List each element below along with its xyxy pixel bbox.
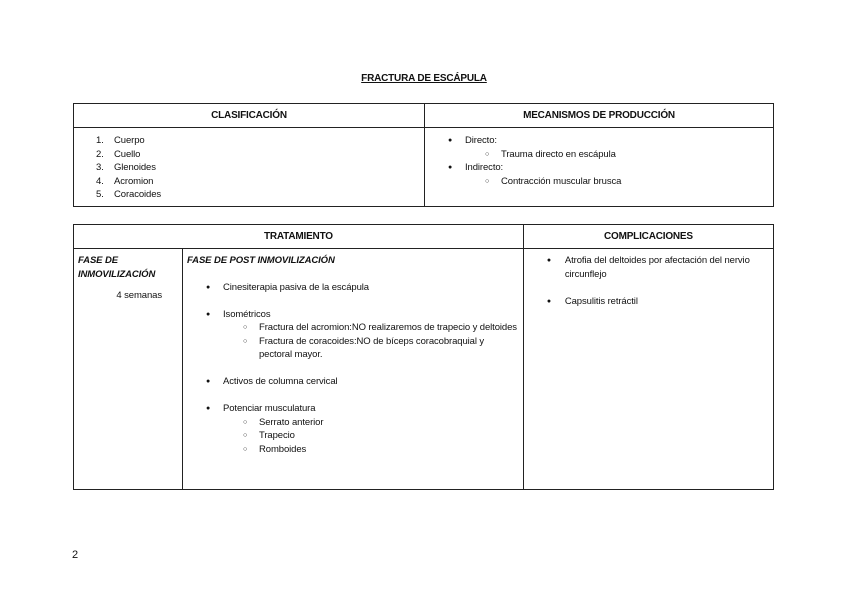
- fase2-title: FASE DE POST INMOVILIZACIÓN: [187, 255, 335, 266]
- list-item: ● Potenciar musculatura: [183, 402, 523, 416]
- list-item: ● Capsulitis retráctil: [524, 295, 767, 309]
- clasificacion-cell: [74, 128, 425, 207]
- treatment-table: [73, 224, 774, 490]
- list-item: ● Indirecto:: [425, 161, 773, 175]
- header-mecanismos: MECANISMOS DE PRODUCCIÓN: [425, 104, 774, 128]
- fase2-list: [183, 281, 523, 457]
- mecanismos-cell: [425, 128, 774, 207]
- list-item: ○ Fractura de coracoides:NO de bíceps coracobraquial y pectoral mayor.: [183, 335, 523, 362]
- header-tratamiento: TRATAMIENTO: [74, 225, 524, 249]
- list-item: 4. Acromion: [96, 175, 154, 187]
- complicaciones-cell: [523, 249, 773, 490]
- list-item: ○ Trauma directo en escápula: [425, 148, 773, 162]
- header-complicaciones: COMPLICACIONES: [523, 225, 773, 249]
- list-item: 5. Coracoides: [96, 189, 162, 200]
- clasificacion-list: [74, 134, 424, 202]
- classification-table: [73, 103, 774, 207]
- list-item: ● Activos de columna cervical: [183, 375, 523, 389]
- list-item: ○ Trapecio: [183, 429, 523, 443]
- fase2-cell: [183, 249, 524, 490]
- header-clasificacion: CLASIFICACIÓN: [74, 104, 425, 128]
- fase1-duration: 4 semanas: [116, 290, 162, 301]
- list-item: ● Cinesiterapia pasiva de la escápula: [183, 281, 523, 295]
- list-item: ○ Romboides: [183, 443, 523, 457]
- list-item: ● Isométricos: [183, 308, 523, 322]
- document-title: FRACTURA DE ESCÁPULA: [361, 73, 487, 84]
- list-item: 2. Cuello: [96, 148, 141, 160]
- list-item: ○ Fractura del acromion:NO realizaremos de trapecio y deltoides: [183, 321, 523, 335]
- list-item: 3. Glenoides: [96, 162, 156, 173]
- page-number: 2: [72, 549, 79, 561]
- list-item: ● Directo:: [425, 134, 773, 148]
- list-item: ● Atrofia del deltoides por afectación del nervio circunflejo: [524, 254, 767, 281]
- mecanismos-list: [425, 134, 773, 188]
- fase1-cell: [74, 249, 183, 490]
- complicaciones-list: [524, 254, 773, 308]
- list-item: ○ Serrato anterior: [183, 416, 523, 430]
- list-item: ○ Contracción muscular brusca: [425, 175, 773, 189]
- fase1-title: FASE DE INMOVILIZACIÓN: [78, 255, 156, 280]
- list-item: 1. Cuerpo: [96, 135, 145, 146]
